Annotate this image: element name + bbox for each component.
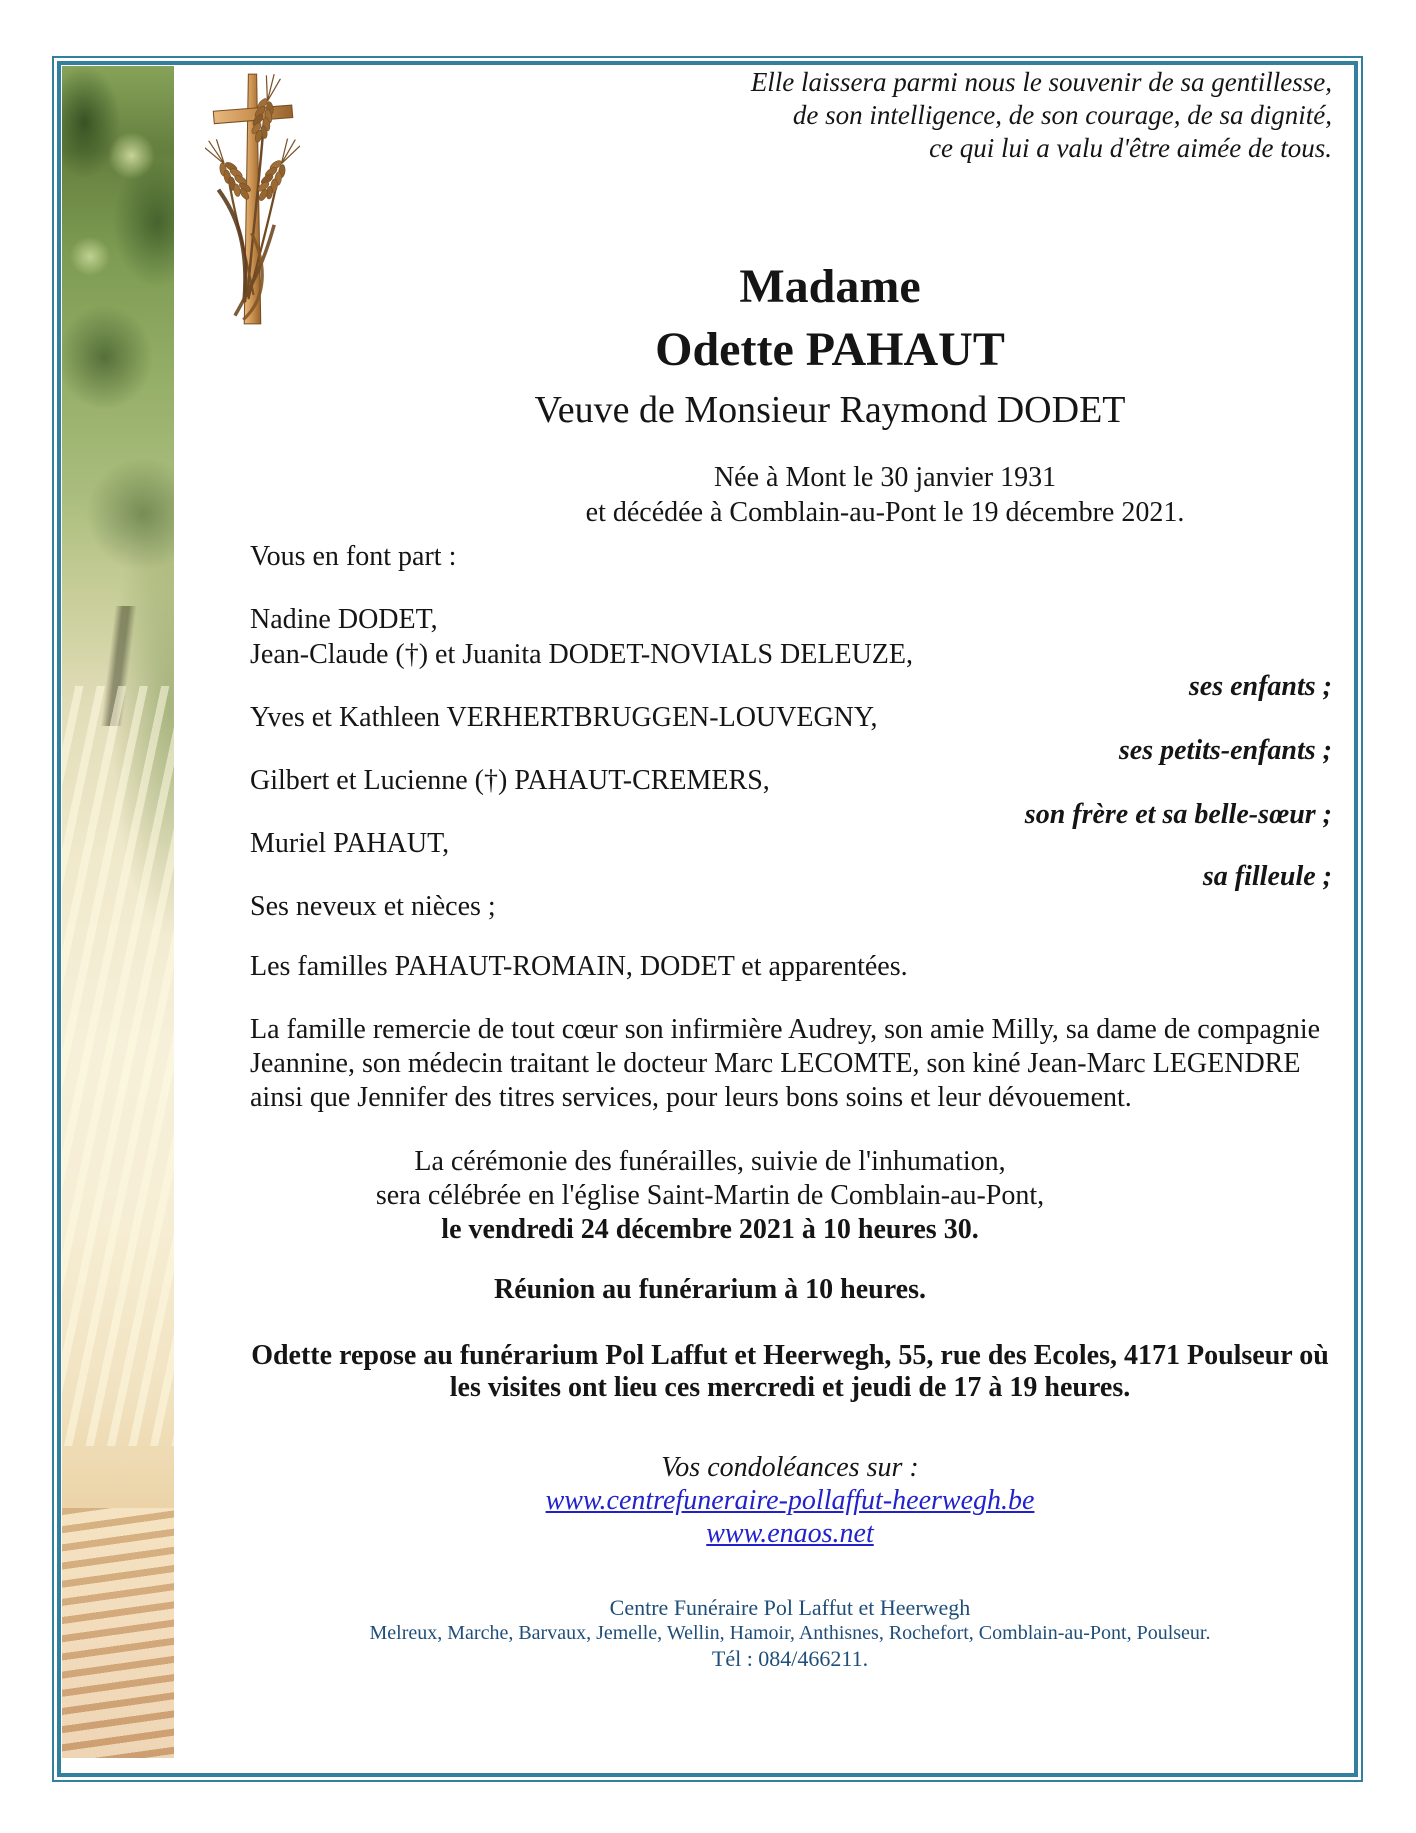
thanks-line: ainsi que Jennifer des titres services, pour leurs bons soins et leur dévouement. [250, 1082, 1132, 1113]
forest-path-image [62, 66, 174, 1758]
birth-death-block [355, 460, 1415, 530]
family-names-line: Jean-Claude (†) et Juanita DODET-NOVIALS DELEUZE, [250, 639, 914, 670]
condolence-link-funeral-home[interactable]: www.centrefuneraire-pollaffut-heerwegh.be [545, 1485, 1035, 1516]
repose-block [240, 1340, 1340, 1404]
ceremony-line: La cérémonie des funérailles, suivie de l'inhumation, [414, 1146, 1006, 1177]
thanks-paragraph [250, 1013, 1350, 1115]
widow-line: Veuve de Monsieur Raymond DODET [534, 389, 1126, 431]
relation-label: son frère et sa belle-sœur ; [1024, 799, 1332, 830]
ceremony-block [180, 1145, 1240, 1247]
relation-label: ses enfants ; [1188, 671, 1332, 702]
funeral-home-phone: Tél : 084/466211. [711, 1646, 869, 1671]
quote-line: de son intelligence, de son courage, de sa dignité, [792, 100, 1332, 130]
condolences-label: Vos condoléances sur : [661, 1452, 919, 1483]
death-line: et décédée à Comblain-au-Pont le 19 décembre 2021. [585, 497, 1185, 528]
thanks-line: Jeannine, son médecin traitant le docteur Marc LECOMTE, son kiné Jean-Marc LEGENDRE [250, 1048, 1301, 1079]
condolence-link-enaos[interactable]: www.enaos.net [706, 1518, 874, 1549]
funeral-home-cities: Melreux, Marche, Barvaux, Jemelle, Wellin, Hamoir, Anthisnes, Rochefort, Comblain-au-Pont, Poulseur. [369, 1622, 1211, 1644]
family-names-line: Ses neveux et nièces ; [250, 891, 496, 922]
announcement-intro: Vous en font part : [250, 541, 457, 572]
cross-with-wheat-icon [205, 70, 300, 328]
funeral-home-name: Centre Funéraire Pol Laffut et Heerwegh [609, 1595, 971, 1620]
repose-line: Odette repose au funérarium Pol Laffut et Heerwegh, 55, rue des Ecoles, 4171 Poulseur où [251, 1340, 1329, 1371]
repose-line: les visites ont lieu ces mercredi et jeudi de 17 à 19 heures. [449, 1372, 1131, 1403]
family-names-line: Les familles PAHAUT-ROMAIN, DODET et apparentées. [250, 951, 908, 982]
ceremony-line: sera célébrée en l'église Saint-Martin de Comblain-au-Pont, [375, 1180, 1045, 1211]
ceremony-date-line: le vendredi 24 décembre 2021 à 10 heures 30. [441, 1214, 979, 1245]
condolence-link-row [260, 1484, 1320, 1517]
relation-label: sa filleule ; [1202, 861, 1332, 892]
thanks-line: La famille remercie de tout cœur son infirmière Audrey, son amie Milly, sa dame de compagnie [250, 1014, 1321, 1045]
deceased-name: Odette PAHAUT [655, 323, 1005, 376]
family-names-line: Gilbert et Lucienne (†) PAHAUT-CREMERS, [250, 765, 770, 796]
relation-label: ses petits-enfants ; [1118, 735, 1332, 766]
quote-line: Elle laissera parmi nous le souvenir de sa gentillesse, [750, 67, 1332, 97]
deceased-salutation: Madame [739, 260, 921, 313]
quote-line: ce qui lui a valu d'être aimée de tous. [929, 133, 1332, 163]
family-names-line: Yves et Kathleen VERHERTBRUGGEN-LOUVEGNY, [250, 702, 878, 733]
condolence-link-row [260, 1517, 1320, 1550]
birth-line: Née à Mont le 30 janvier 1931 [713, 462, 1057, 493]
memorial-quote [560, 66, 1332, 165]
family-names-line: Muriel PAHAUT, [250, 828, 450, 859]
meeting-line: Réunion au funérarium à 10 heures. [494, 1274, 926, 1305]
family-names-line: Nadine DODET, [250, 604, 438, 635]
